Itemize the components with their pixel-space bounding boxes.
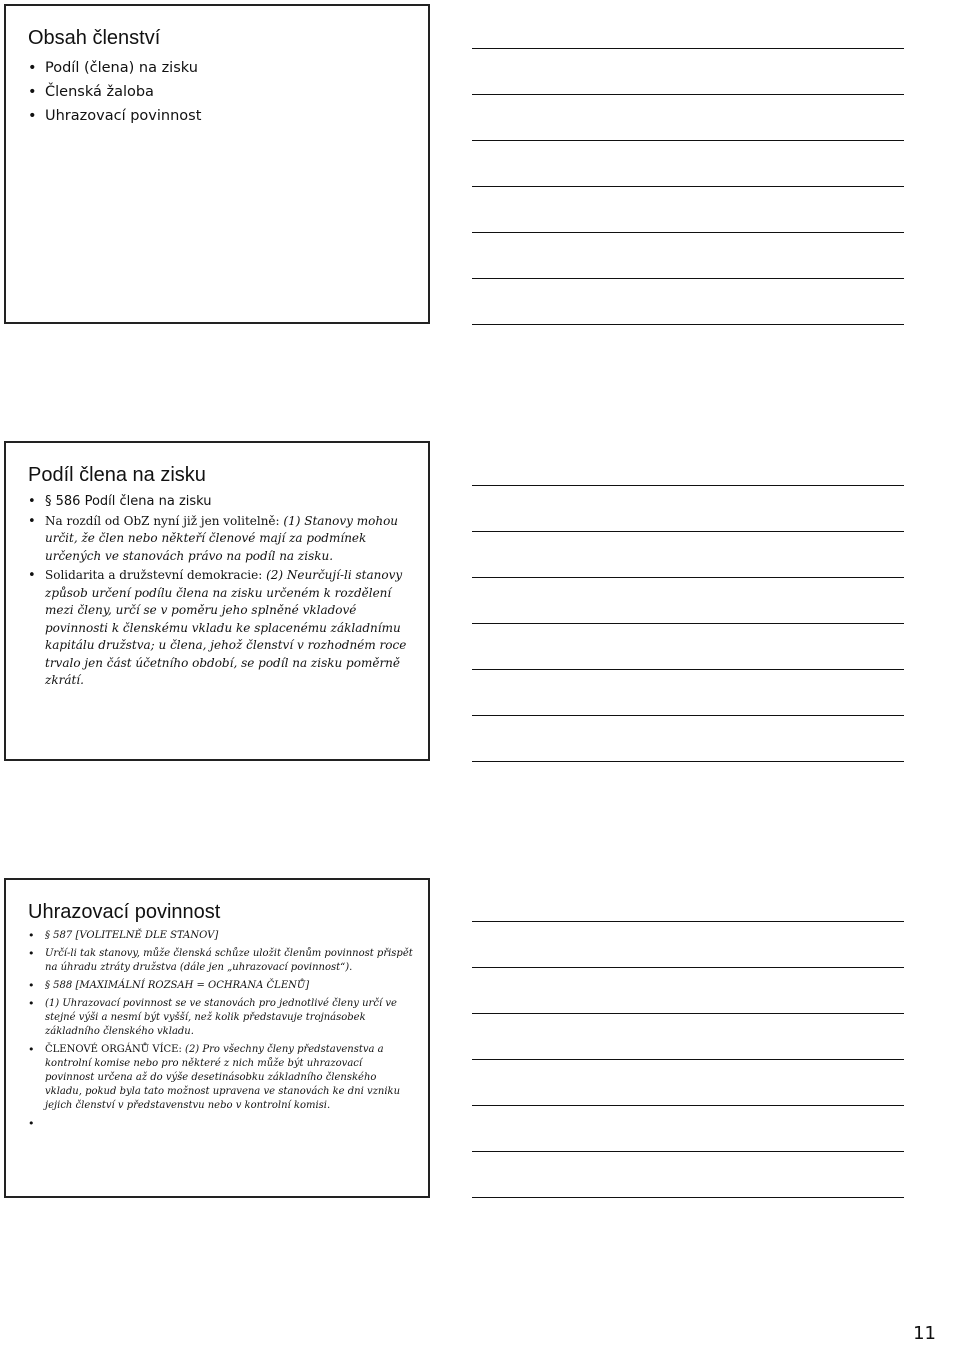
slide-2-bullet-list [28, 493, 414, 690]
note-line [472, 140, 904, 141]
page-number: 11 [913, 1323, 936, 1344]
slide-2 [4, 441, 430, 761]
note-line [472, 186, 904, 187]
note-line [472, 94, 904, 95]
bullet-text: Uhrazovací povinnost [45, 108, 202, 124]
slide-1-bullet [28, 104, 414, 128]
slide-3-title: Uhrazovací povinnost [28, 901, 221, 923]
bullet-text: § 587 [VOLITELNĚ DLE STANOV] [45, 930, 219, 941]
note-line [472, 921, 904, 922]
note-line [472, 1151, 904, 1152]
note-line [472, 278, 904, 279]
note-line [472, 623, 904, 624]
note-line [472, 967, 904, 968]
note-line [472, 1105, 904, 1106]
note-line [472, 531, 904, 532]
slide-1-bullet [28, 56, 414, 80]
slide-3-bullet [28, 947, 414, 975]
slide-2-title: Podíl člena na zisku [28, 464, 206, 486]
note-line [472, 1013, 904, 1014]
slide-1-bullet [28, 80, 414, 104]
slide-2-bullet [28, 567, 414, 690]
note-line [472, 232, 904, 233]
bullet-text: § 588 [MAXIMÁLNÍ ROZSAH = OCHRANA ČLENŮ] [45, 980, 310, 991]
note-line [472, 577, 904, 578]
bullet-detail: (2) Pro všechny členy představenstva a kontrolní komise nebo pro některé z nich může být uhrazovací povinnost určena až do výše desetinásobku základního členského vkladu, pokud byla tato možnost upravena ve stanovách ke dni vzniku jejich členství v představenstvu nebo v kontrolní komisi. [45, 1044, 401, 1111]
note-line [472, 485, 904, 486]
slide-1 [4, 4, 430, 324]
slide-2-bullet [28, 493, 414, 511]
bullet-text: Určí-li tak stanovy, může členská schůze uložit členům povinnost přispět na úhradu ztráty družstva (dále jen „uhrazovací povinnost“). [45, 948, 413, 973]
slide-3-bullet [28, 997, 414, 1039]
slide-3-bullet-list [28, 929, 414, 1113]
slide-1-bullet-list [28, 56, 414, 128]
slide-1-title: Obsah členství [28, 27, 161, 49]
note-line [472, 761, 904, 762]
bullet-lead: Solidarita a družstevní demokracie: [45, 568, 263, 582]
note-line [472, 1059, 904, 1060]
bullet-detail: (1) Stanovy mohou určit, že člen nebo někteří členové mají za podmínek určených ve stanovách právo na podíl na zisku. [45, 513, 399, 563]
bullet-detail: (2) Neurčují-li stanovy způsob určení podílu člena na zisku určeném k rozdělení mezi členy, určí se v poměru jeho splněné vkladové povinnosti k členskému vkladu ke splacenému základnímu kapitálu družstva; u člena, jehož členství v rozhodném roce trvalo jen část účetního období, se podíl na zisku poměrně zkrátí. [45, 568, 407, 687]
bullet-text: Členská žaloba [45, 84, 154, 100]
bullet-text: Podíl (člena) na zisku [45, 60, 198, 76]
note-line [472, 669, 904, 670]
bullet-lead: Na rozdíl od ObZ nyní již jen volitelně: [45, 513, 280, 528]
slide-3-bullet [28, 1043, 414, 1113]
bullet-text: § 586 Podíl člena na zisku [45, 494, 212, 509]
slide-3 [4, 878, 430, 1198]
bullet-text: (1) Uhrazovací povinnost se ve stanovách pro jednotlivé členy určí ve stejné výši a nesmí být vyšší, než kolik představuje trojnásobek základního členského vkladu. [45, 998, 397, 1037]
note-line [472, 1197, 904, 1198]
note-line [472, 48, 904, 49]
note-line [472, 715, 904, 716]
slide-3-bullet [28, 929, 414, 943]
slide-2-bullet [28, 513, 414, 566]
bullet-lead: ČLENOVÉ ORGÁNŮ VÍCE: [45, 1044, 182, 1055]
note-line [472, 324, 904, 325]
slide-3-bullet [28, 979, 414, 993]
